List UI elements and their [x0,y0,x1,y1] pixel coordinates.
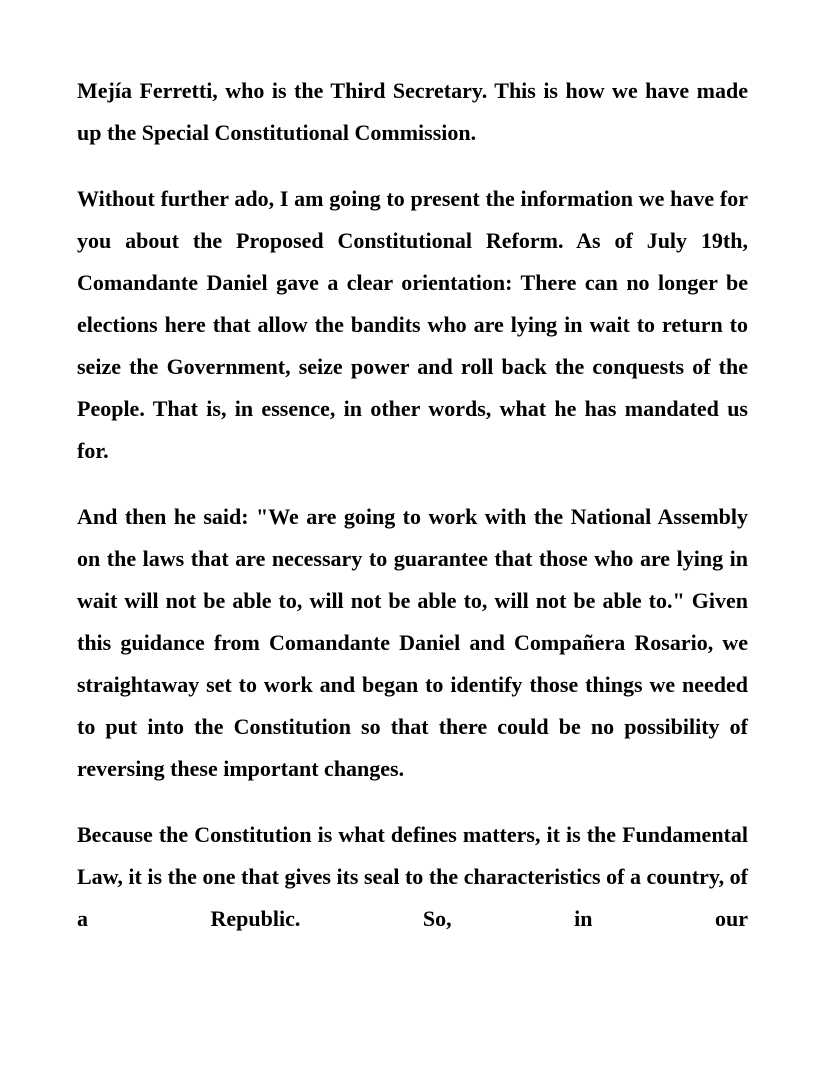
paragraph-4: Because the Constitution is what defines matters, it is the Fundamental Law, it is the one that gives its seal to the characteristics of a country, of a Republic. So, in our [77,822,748,931]
document-body [77,70,748,964]
paragraph-1: Mejía Ferretti, who is the Third Secretary. This is how we have made up the Special Constitutional Commission. [77,78,748,145]
paragraph-3: And then he said: "We are going to work with the National Assembly on the laws that are necessary to guarantee that those who are lying in wait will not be able to, will not be able to, will not be able to." Given this guidance from Comandante Daniel and Compañera Rosario, we straightaway set to work and began to identify those things we needed to put into the Constitution so that there could be no possibility of reversing these important changes. [77,504,748,781]
paragraph-2: Without further ado, I am going to present the information we have for you about the Proposed Constitutional Reform. As of July 19th, Comandante Daniel gave a clear orientation: There can no longer be elections here that allow the bandits who are lying in wait to return to seize the Government, seize power and roll back the conquests of the People. That is, in essence, in other words, what he has mandated us for. [77,186,748,463]
